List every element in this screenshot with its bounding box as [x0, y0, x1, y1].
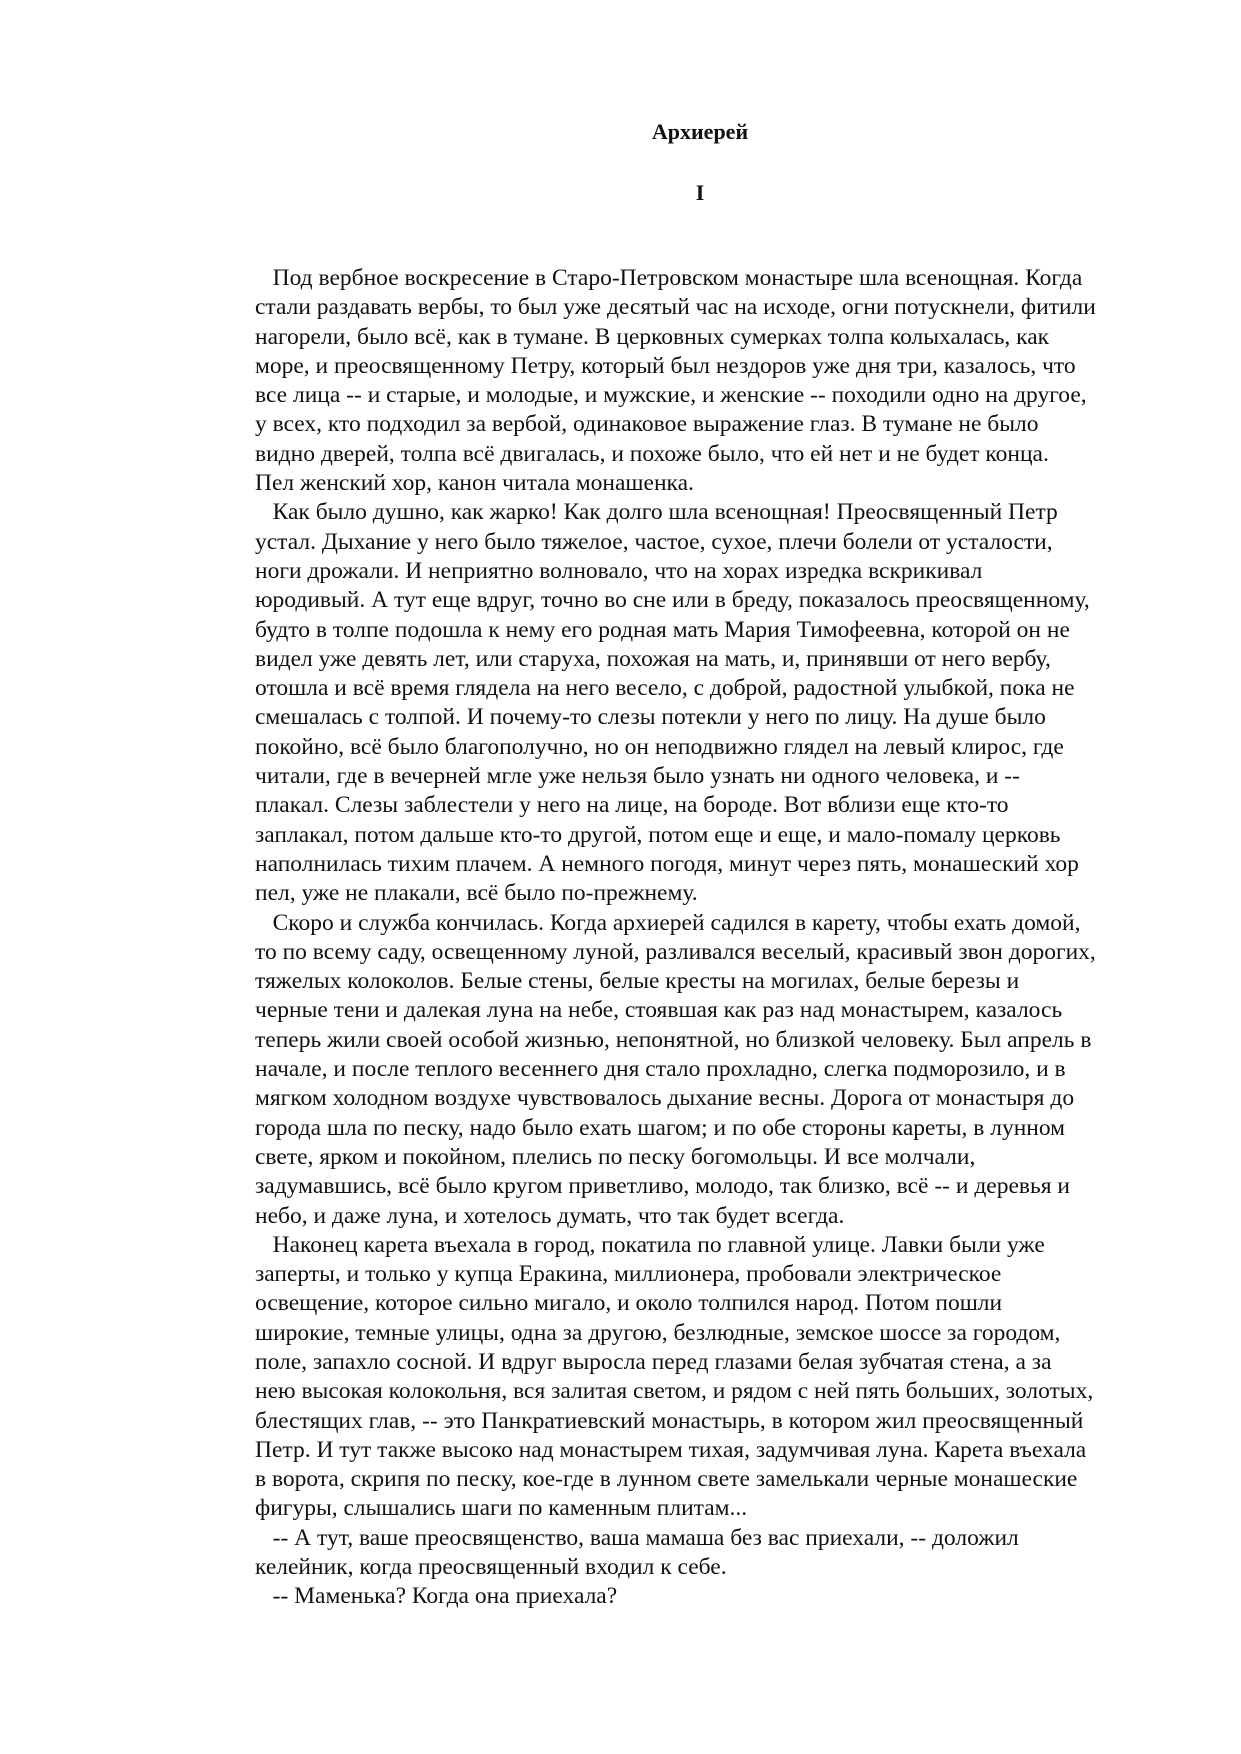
text-line: устал. Дыхание у него было тяжелое, частое, сухое, плечи болели от усталости,: [255, 528, 1053, 555]
chapter-heading: I: [695, 180, 705, 205]
text-line: читали, где в вечерней мгле уже нельзя было узнать ни одного человека, и --: [255, 763, 1020, 790]
text-line: Под вербное воскресение в Старо-Петровском монастыре шла всенощная. Когда: [255, 265, 1083, 291]
text-line: теперь жили своей особой жизнью, непонятной, но близкой человеку. Был апрель в: [255, 1026, 1092, 1053]
text-line: будто в толпе подошла к нему его родная мать Мария Тимофеевна, которой он не: [255, 616, 1070, 643]
text-line: Петр. И тут также высоко над монастырем тихая, задумчивая луна. Карета въехала: [255, 1436, 1087, 1463]
story-title: Архиерей: [651, 119, 749, 144]
text-line: задумавшись, всё было кругом приветливо, молодо, так близко, всё -- и деревья и: [255, 1173, 1070, 1200]
text-line: широкие, темные улицы, одна за другою, безлюдные, земское шоссе за городом,: [255, 1319, 1061, 1346]
text-line: видел уже девять лет, или старуха, похожая на мать, и, принявши от него вербу,: [255, 645, 1051, 672]
text-line: то по всему саду, освещенному луной, разливался веселый, красивый звон дорогих,: [255, 938, 1096, 965]
text-line: смешалась с толпой. И почему-то слезы потекли у него по лицу. На душе было: [255, 704, 1046, 731]
text-line: тяжелых колоколов. Белые стены, белые кресты на могилах, белые березы и: [255, 968, 1020, 995]
text-line: черные тени и далекая луна на небе, стоявшая как раз над монастырем, казалось: [255, 997, 1063, 1024]
text-line: юродивый. А тут еще вдруг, точно во сне или в бреду, показалось преосвященному,: [255, 587, 1090, 614]
text-line: стали раздавать вербы, то был уже десятый час на исходе, огни потускнели, фитили: [255, 294, 1096, 321]
text-line: поле, запахло сосной. И вдруг выросла перед глазами белая зубчатая стена, а за: [255, 1348, 1052, 1375]
text-line: блестящих глав, -- это Панкратиевский монастырь, в котором жил преосвященный: [255, 1407, 1084, 1434]
text-line: видно дверей, толпа всё двигалась, и похоже было, что ей нет и не будет конца.: [255, 440, 1049, 467]
text-line: в ворота, скрипя по песку, кое-где в лунном свете замелькали черные монашеские: [255, 1466, 1078, 1493]
text-line: заплакал, потом дальше кто-то другой, потом еще и еще, и мало-помалу церковь: [255, 821, 1061, 848]
text-line: все лица -- и старые, и молодые, и мужские, и женские -- походили одно на другое,: [255, 382, 1087, 409]
text-line: нею высокая колокольня, вся залитая светом, и рядом с ней пять больших, золотых,: [255, 1378, 1094, 1405]
text-line: ноги дрожали. И неприятно волновало, что на хорах изредка вскрикивал: [255, 557, 983, 584]
text-line: фигуры, слышались шаги по каменным плитам...: [255, 1495, 748, 1522]
text-line: освещение, которое сильно мигало, и около толпился народ. Потом пошли: [255, 1290, 1003, 1317]
story-text: [255, 264, 1175, 1612]
text-line: свете, ярком и покойном, плелись по песку богомольцы. И все молчали,: [255, 1143, 976, 1170]
text-line: отошла и всё время глядела на него весело, с доброй, радостной улыбкой, пока не: [255, 675, 1075, 702]
text-line: Как было душно, как жарко! Как долго шла всенощная! Преосвященный Петр: [255, 499, 1058, 526]
text-line: Наконец карета въехала в город, покатила по главной улице. Лавки были уже: [255, 1231, 1045, 1258]
text-line: мягком холодном воздухе чувствовалось дыхание весны. Дорога от монастыря до: [255, 1085, 1075, 1112]
text-line: -- Маменька? Когда она приехала?: [255, 1583, 618, 1610]
text-line: плакал. Слезы заблестели у него на лице, на бороде. Вот вблизи еще кто-то: [255, 792, 1009, 819]
text-line: келейник, когда преосвященный входил к себе.: [255, 1554, 727, 1581]
text-line: наполнилась тихим плачем. А немного погодя, минут через пять, монашеский хор: [255, 850, 1079, 877]
text-line: пел, уже не плакали, всё было по-прежнему.: [255, 880, 698, 907]
text-line: Пел женский хор, канон читала монашенка.: [255, 470, 694, 497]
text-line: нагорели, было всё, как в тумане. В церковных сумерках толпа колыхалась, как: [255, 323, 1050, 350]
text-line: покойно, всё было благополучно, но он неподвижно глядел на левый клирос, где: [255, 733, 1064, 760]
text-line: море, и преосвященному Петру, который был нездоров уже дня три, казалось, что: [255, 352, 1076, 379]
text-line: заперты, и только у купца Еракина, миллионера, пробовали электрическое: [255, 1261, 1002, 1288]
text-line: начале, и после теплого весеннего дня стало прохладно, слегка подморозило, и в: [255, 1056, 1066, 1083]
text-line: города шла по песку, надо было ехать шагом; и по обе стороны кареты, в лунном: [255, 1114, 1066, 1141]
text-line: Скоро и служба кончилась. Когда архиерей садился в карету, чтобы ехать домой,: [255, 909, 1081, 936]
text-line: небо, и даже луна, и хотелось думать, что так будет всегда.: [255, 1202, 845, 1229]
text-line: у всех, кто подходил за вербой, одинаковое выражение глаз. В тумане не было: [255, 411, 1039, 438]
text-line: -- А тут, ваше преосвященство, ваша мамаша без вас приехали, -- доложил: [255, 1524, 1019, 1551]
